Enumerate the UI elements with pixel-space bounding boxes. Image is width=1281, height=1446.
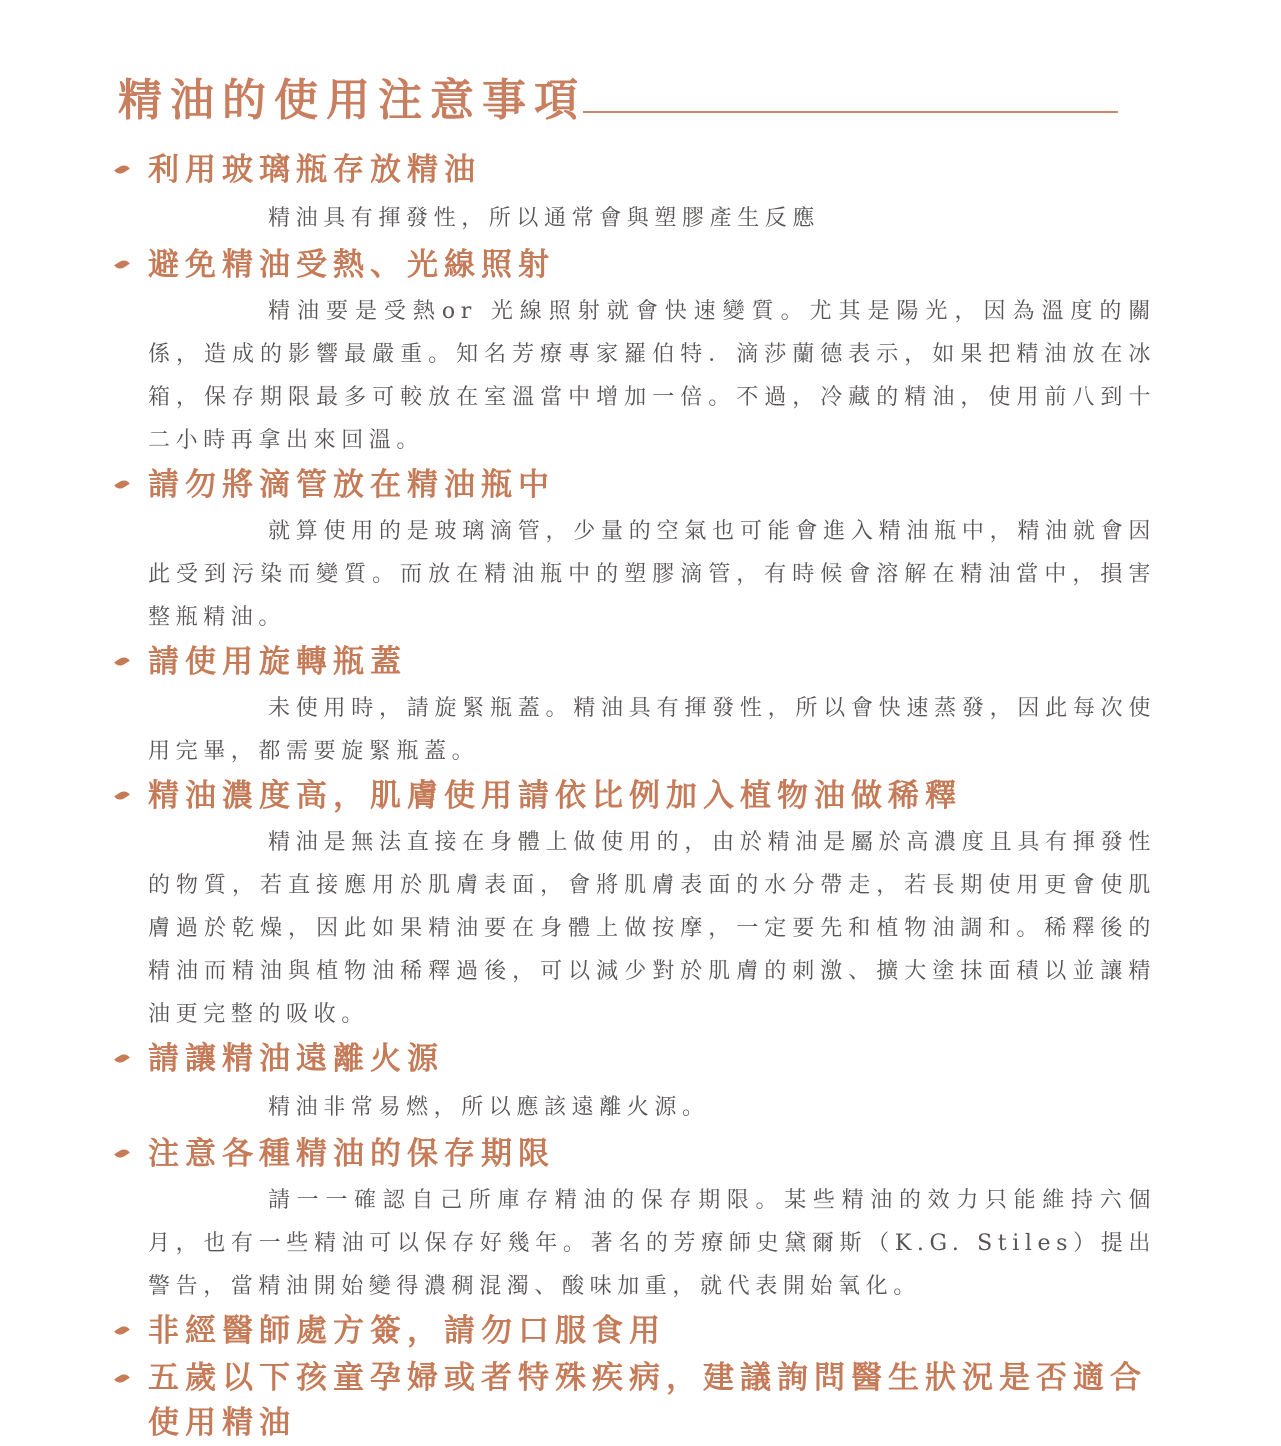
- section-body: 就算使用的是玻璃滴管，少量的空氣也可能會進入精油瓶中，精油就會因此受到污染而變質。而放在精油瓶中的塑膠滴管，有時候會溶解在精油當中，損害整瓶精油。: [148, 519, 1156, 630]
- section-no-dropper: [112, 462, 1162, 639]
- section-avoid-heat-light: [112, 242, 1162, 462]
- section-heading: [112, 773, 1162, 819]
- leaf-bullet-icon: [114, 163, 130, 176]
- section-heading-text: 五歲以下孩童孕婦或者特殊疾病，建議詢問醫生狀況是否適合使用精油: [148, 1360, 1147, 1441]
- section-heading-text: 請讓精油遠離火源: [148, 1041, 444, 1077]
- section-heading: [112, 242, 1162, 288]
- leaf-bullet-icon: [114, 1147, 130, 1160]
- section-body: 精油是無法直接在身體上做使用的，由於精油是屬於高濃度且具有揮發性的物質，若直接應用於肌膚表面，會將肌膚表面的水分帶走，若長期使用更會使肌膚過於乾燥，因此如果精油要在身體上做按摩，一定要先和植物油調和。稀釋後的精油而精油與植物油稀釋過後，可以減少對於肌膚的刺激、擴大塗抹面積以並讓精油更完整的吸收。: [148, 830, 1156, 1027]
- section-heading-text: 注意各種精油的保存期限: [148, 1136, 555, 1172]
- section-heading: [112, 1131, 1162, 1177]
- section-body: 精油具有揮發性，所以通常會與塑膠產生反應: [268, 206, 821, 231]
- leaf-bullet-icon: [114, 258, 130, 271]
- section-heading: [112, 639, 1162, 685]
- section-heading-text: 避免精油受熱、光線照射: [148, 247, 555, 283]
- section-heading-text: 精油濃度高，肌膚使用請依比例加入植物油做稀釋: [148, 778, 962, 814]
- section-heading-text: 請使用旋轉瓶蓋: [148, 644, 407, 680]
- section-glass-bottle: [112, 147, 1162, 240]
- leaf-bullet-icon: [114, 478, 130, 491]
- section-heading-text: 請勿將滴管放在精油瓶中: [148, 467, 555, 503]
- title-row: [118, 70, 1118, 132]
- section-heading: [112, 1036, 1162, 1082]
- section-screw-cap: [112, 639, 1162, 773]
- title-divider: [583, 111, 1118, 113]
- section-body: 精油要是受熱or 光線照射就會快速變質。尤其是陽光，因為溫度的關係，造成的影響最嚴重。知名芳療專家羅伯特．滴莎蘭德表示，如果把精油放在冰箱，保存期限最多可較放在室溫當中增加一倍。不過，冷藏的精油，使用前八到十二小時再拿出來回溫。: [148, 299, 1156, 453]
- section-heading-text: 非經醫師處方簽，請勿口服食用: [148, 1313, 666, 1349]
- section-dilution: [112, 773, 1162, 1036]
- leaf-bullet-icon: [114, 655, 130, 668]
- section-heading: [112, 1356, 1158, 1446]
- section-body: 未使用時，請旋緊瓶蓋。精油具有揮發性，所以會快速蒸發，因此每次使用完畢，都需要旋緊瓶蓋。: [148, 696, 1156, 764]
- leaf-bullet-icon: [114, 1372, 130, 1385]
- leaf-bullet-icon: [114, 1324, 130, 1337]
- section-shelf-life: [112, 1131, 1162, 1308]
- section-no-oral: [112, 1308, 1162, 1354]
- content: [112, 147, 1162, 1446]
- section-heading: [112, 462, 1162, 508]
- page-title: 精油的使用注意事項: [118, 75, 586, 126]
- leaf-bullet-icon: [114, 1052, 130, 1065]
- section-body: 請一一確認自己所庫存精油的保存期限。某些精油的效力只能維持六個月，也有一些精油可以保存好幾年。著名的芳療師史黛爾斯（K.G. Stiles）提出警告，當精油開始變得濃稠混濁、酸味加重，就代表開始氧化。: [148, 1188, 1156, 1299]
- section-heading-text: 利用玻璃瓶存放精油: [148, 152, 481, 188]
- section-body: 精油非常易燃，所以應該遠離火源。: [268, 1095, 710, 1120]
- section-heading: [112, 1308, 1162, 1354]
- leaf-bullet-icon: [114, 789, 130, 802]
- section-children-pregnancy: [112, 1356, 1162, 1446]
- section-fire: [112, 1036, 1162, 1129]
- section-heading: [112, 147, 1162, 193]
